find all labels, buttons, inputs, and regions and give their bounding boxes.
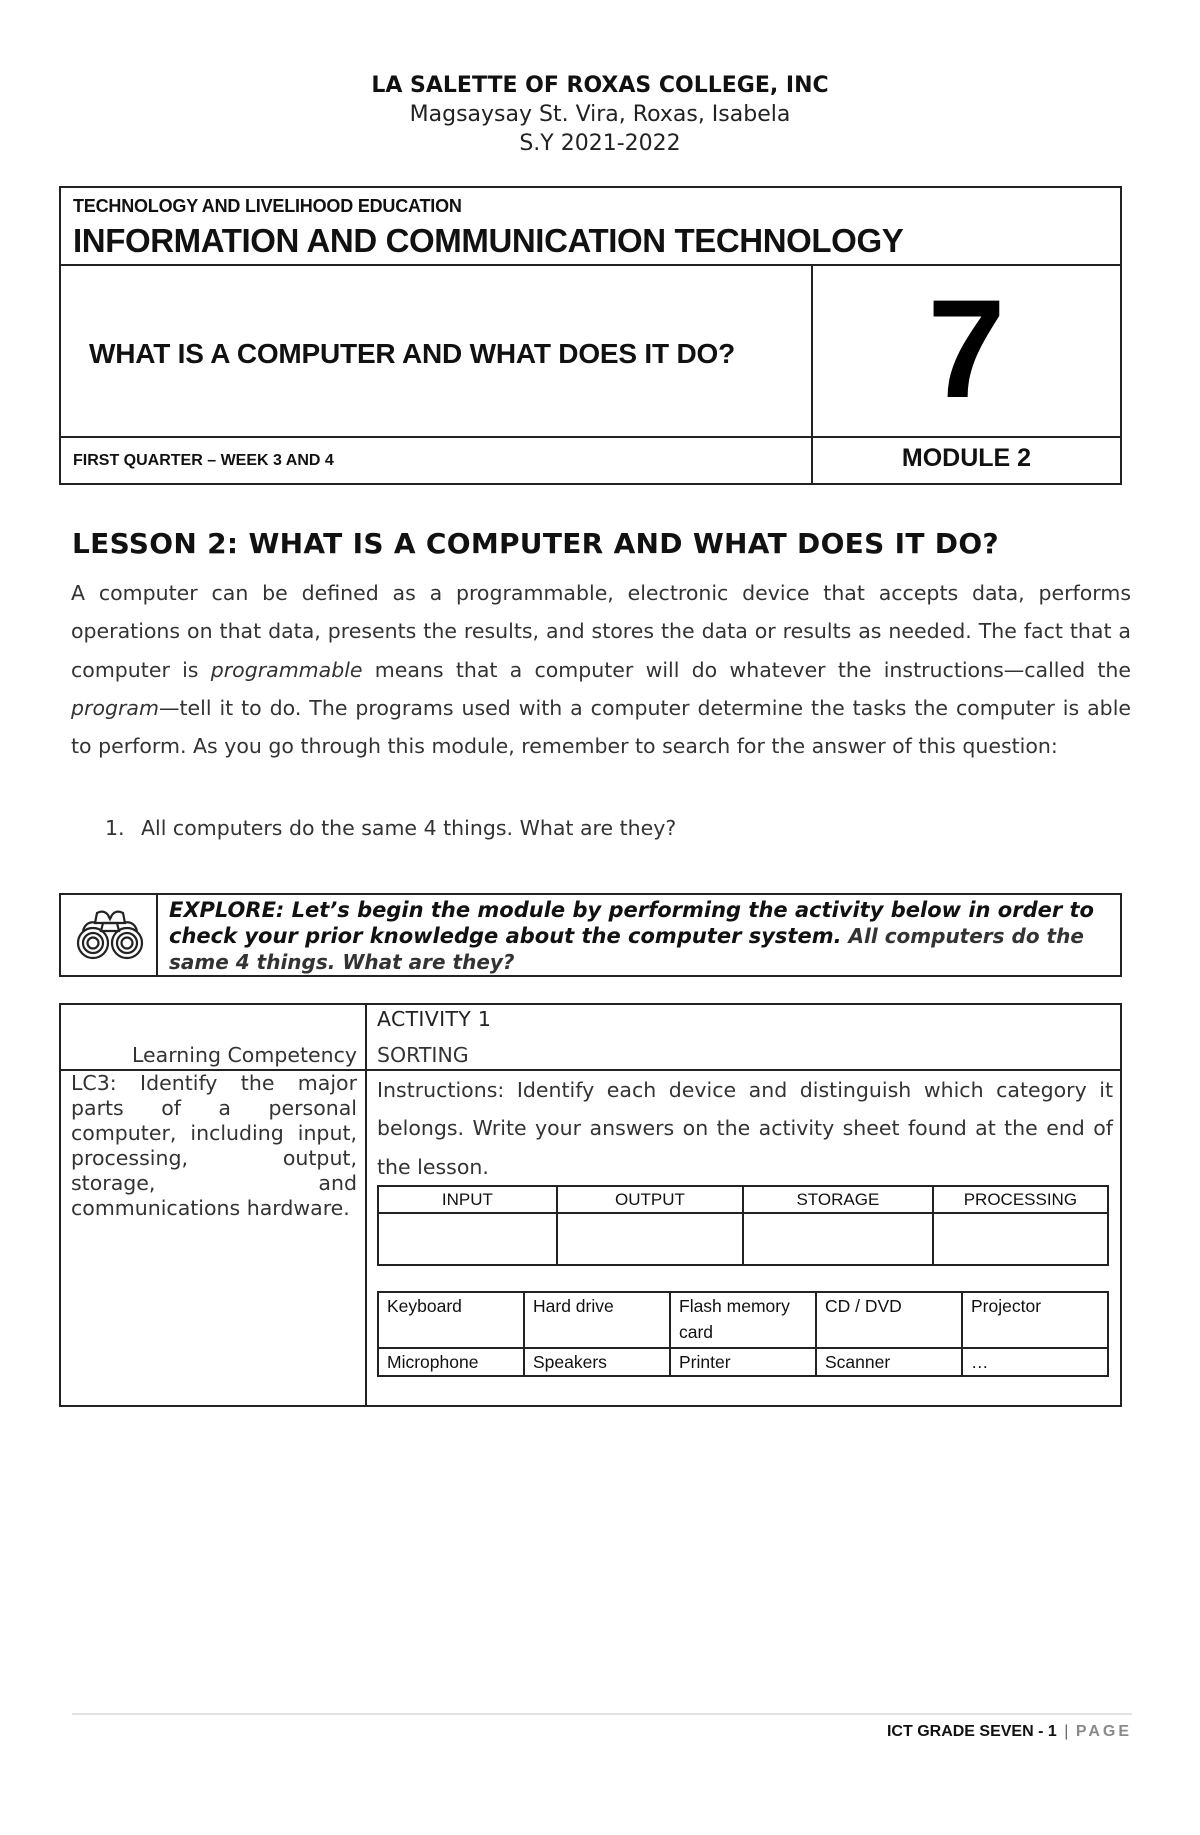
footer-course: ICT GRADE SEVEN - 1 [886,1723,1057,1740]
school-header [0,72,1200,158]
learning-competency-header: Learning Competency [131,1043,357,1067]
footer-separator: | [1064,1723,1069,1740]
question-number: 1. [105,816,125,840]
footer-rule [72,1713,1132,1715]
school-year: S.Y 2021-2022 [519,131,681,156]
module-label: MODULE 2 [901,444,1032,472]
explore-lead: EXPLORE: [169,898,285,922]
answer-cell-output [557,1213,743,1265]
category-table [377,1185,1109,1266]
device-table [377,1291,1109,1377]
quarter-label: FIRST QUARTER – WEEK 3 AND 4 [73,452,334,469]
activity-title: ACTIVITY 1 [377,1007,492,1031]
activity-column-divider [365,1005,367,1405]
lesson-text-1: A computer can be defined as a programmable, electronic device that accepts data, performs operations on that data, presents the results, and stores the data or results as needed. The fact that a computer is [71,581,1131,682]
device-cell: Printer [670,1348,816,1376]
school-name: LA SALETTE OF ROXAS COLLEGE, INC [371,73,829,98]
footer-page-label: PAGE [1075,1723,1132,1740]
category-answer-row [378,1213,1108,1265]
activity-table [59,1003,1122,1407]
lesson-text-3: —tell it to do. The programs used with a computer determine the tasks the computer is able to perform. As you go through this module, remember to search for the answer of this question: [71,695,1131,759]
question-item [105,816,676,840]
device-cell: CD / DVD [816,1292,962,1348]
subject-row [61,188,1120,266]
grade-cell [813,266,1120,438]
module-cell [813,438,1120,483]
lesson-heading: LESSON 2: WHAT IS A COMPUTER AND WHAT DOES IT DO? [72,527,999,560]
answer-cell-processing [933,1213,1108,1265]
device-cell: Speakers [524,1348,670,1376]
lesson-emphasis-programmable: programmable [210,657,363,682]
lesson-body [71,574,1131,765]
lesson-title-cell [61,266,813,438]
category-header-row [378,1186,1108,1213]
lesson-emphasis-program: program [71,695,159,720]
device-cell: Hard drive [524,1292,670,1348]
page-footer [887,1723,1132,1741]
explore-text [169,897,1109,975]
lesson-title: WHAT IS A COMPUTER AND WHAT DOES IT DO? [89,338,736,369]
module-title-box [59,186,1122,485]
explore-tail: All computers do the same 4 things. What are they? [169,924,1084,974]
device-cell: … [962,1348,1108,1376]
category-output: OUTPUT [557,1186,743,1213]
school-address: Magsaysay St. Vira, Roxas, Isabela [409,102,791,127]
learning-competency-text: LC3: Identify the major parts of a personal computer, including input, processing, output, storage, and communications hardware. [71,1071,357,1220]
quarter-cell [61,438,813,483]
device-cell: Projector [962,1292,1108,1348]
binoculars-icon [75,909,145,961]
subject-big: INFORMATION AND COMMUNICATION TECHNOLOGY [73,222,904,259]
device-row-1 [378,1292,1108,1348]
answer-cell-storage [743,1213,933,1265]
activity-subtitle: SORTING [377,1043,469,1067]
category-storage: STORAGE [743,1186,933,1213]
answer-cell-input [378,1213,557,1265]
device-row-2 [378,1348,1108,1376]
lesson-text-2: means that a computer will do whatever the instructions—called the [362,657,1131,682]
explore-body: Let’s begin the module by performing the activity below in order to check your prior knowledge about the computer system. [169,898,1094,948]
device-cell: Microphone [378,1348,524,1376]
explore-icon-cell [61,895,158,975]
subject-small: TECHNOLOGY AND LIVELIHOOD EDUCATION [73,196,462,216]
question-text: All computers do the same 4 things. What are they? [141,816,677,840]
activity-instructions: Instructions: Identify each device and distinguish which category it belongs. Write your answers on the activity sheet found at the end of the lesson. [377,1078,1113,1179]
device-cell: Keyboard [378,1292,524,1348]
category-processing: PROCESSING [933,1186,1108,1213]
device-cell: Flash memory card [670,1292,816,1348]
explore-box [59,893,1122,977]
device-cell: Scanner [816,1348,962,1376]
category-input: INPUT [378,1186,557,1213]
grade-number: 7 [927,270,1006,427]
